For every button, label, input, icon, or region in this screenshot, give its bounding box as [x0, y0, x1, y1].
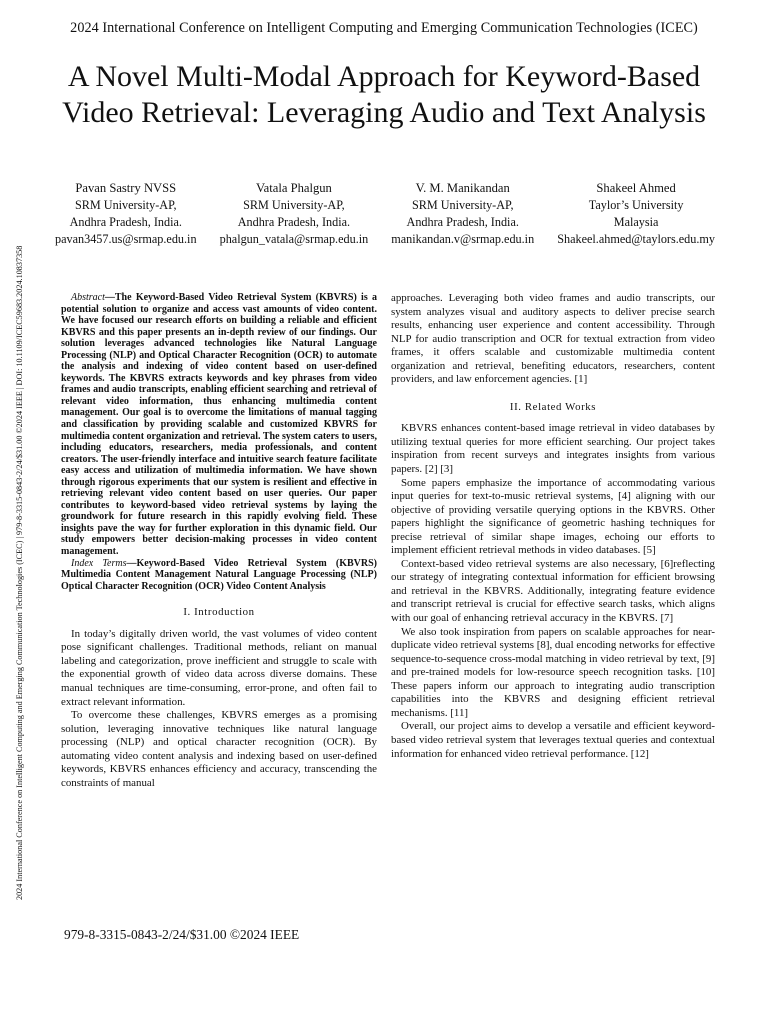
author-3 [391, 180, 534, 248]
author-location: Andhra Pradesh, India. [237, 215, 351, 229]
related-paragraph-3: Context-based video retrieval systems are also necessary, [6]reflecting our strategy of integrating contextual information for efficient browsing and retrieval in the KBVRS. Additionally, integrating feature evidence and transcript retrieval is crucial for effective search tasks, which aligns with our goal of enhancing retrieval accuracy in the KBVRS. [7] [391, 557, 715, 625]
author-block [55, 180, 715, 248]
author-1 [55, 180, 197, 248]
related-paragraph-4: We also took inspiration from papers on scalable approaches for near-duplicate video retrieval systems [8], dual encoding networks for effective sequence-to-sequence cross-modal matching in video retrieval by text, [9] and pre-trained models for low-resource speech recognition tasks. [10] These papers inform our approach to integrating audio transcription capabilities into the KBVRS and designing efficient retrieval mechanisms. [11] [391, 625, 715, 719]
index-terms-text: —Keyword-Based Video Retrieval System (KBVRS) Multimedia Content Management Natural Language Processing (NLP) Optical Character Recognition (OCR) Video Content Analysis [61, 557, 377, 592]
author-location: Malaysia [613, 215, 659, 229]
index-terms [61, 558, 377, 593]
related-paragraph-1: KBVRS enhances content-based image retrieval in video databases by utilizing textual queries for more efficient searching. Our project takes inspiration from recent surveys and integrates insights from various papers. [2] [3] [391, 422, 715, 476]
index-terms-label: Index Terms [71, 557, 127, 569]
section-heading-introduction: I. Introduction [183, 606, 255, 619]
author-affiliation: SRM University-AP, [243, 198, 345, 212]
section-heading-related-works: II. Related Works [509, 400, 597, 413]
author-name: Shakeel Ahmed [596, 181, 676, 195]
author-email: pavan3457.us@srmap.edu.in [55, 232, 197, 246]
author-location: Andhra Pradesh, India. [406, 215, 519, 229]
author-name: Vatala Phalgun [255, 181, 332, 195]
side-doi-note: 2024 International Conference on Intelligent Computing and Emerging Communication Technologies (ICEC) | 979-8-3315-0843-2/24/$31.00 ©2024 IEEE | DOI: 10.1109/ICEC59683.2024.10837358 [15, 245, 24, 900]
intro-paragraph-1: In today’s digitally driven world, the vast volumes of video content pose significant challenges. Traditional methods, reliant on manual labeling and categorization, prove inefficient and struggle to scale with the exponential growth of video data across diverse domains. These manual techniques are time-consuming, error-prone, and often fail to extract relevant information. [61, 627, 377, 708]
paper-title: A Novel Multi-Modal Approach for Keyword-Based Video Retrieval: Leveraging Audio and Text Analysis [62, 60, 706, 129]
conference-header: 2024 International Conference on Intelligent Computing and Emerging Communication Technologies (ICEC) [70, 20, 698, 36]
author-4 [557, 180, 715, 248]
author-location: Andhra Pradesh, India. [69, 215, 182, 229]
right-column [391, 292, 715, 761]
abstract-label: Abstract [71, 292, 105, 303]
abstract-text: —The Keyword-Based Video Retrieval System (KBVRS) is a potential solution to organize and access vast amounts of video content. We have focused our research efforts on building a reliable and efficient KBVRS and this paper presents an in-depth review of our findings. Our solution leverages advanced technologies like Natural Language Processing (NLP) and Optical Character Recognition (OCR) to automate the analysis and indexing of video content based on user-defined keywords. The KBVRS extracts keywords and key phrases from video frames and audio transcripts, enabling efficient searching and retrieval of relevant video information, thus enhancing multimedia content management. Our goal is to overcome the limitations of manual tagging and classification by providing scalable and customized KBVRS for multimedia content organization and retrieval. The system caters to users, including educators, researchers, media professionals, and content creators. The user-friendly interface and intuitive search feature facilitate easy access and utilization of multimedia information. We have shown through rigorous experiments that our system is resilient and effective in retrieving relevant video content based on user queries. Our paper contributes to keyword-based video retrieval systems by laying the groundwork for future research in this rapidly evolving field. These insights pave the way for further exploration in this dynamic field. Our study empowers better decision-making processes in video content management. [61, 292, 377, 558]
author-email: Shakeel.ahmed@taylors.edu.my [557, 232, 715, 246]
intro-paragraph-2-continued: approaches. Leveraging both video frames and audio transcripts, our system analyzes visual and auditory aspects to deliver precise search results, enhancing user experience and content accessibility. Through NLP for audio transcription and OCR for textual extraction from video frames, it offers scalable and customizable multimedia content organization and retrieval, benefiting educators, researchers, content providers, and law enforcement agencies. [1] [391, 292, 715, 386]
intro-paragraph-2: To overcome these challenges, KBVRS emerges as a promising solution, leveraging innovative techniques like natural language processing (NLP) and optical character recognition (OCR). By automating video content analysis and indexing based on user-defined keywords, KBVRS enhances efficiency and accuracy, transcending the constraints of manual [61, 709, 377, 789]
left-column [61, 292, 377, 790]
author-name: Pavan Sastry NVSS [75, 181, 177, 195]
author-affiliation: Taylor’s University [588, 198, 684, 212]
related-paragraph-5: Overall, our project aims to develop a versatile and efficient keyword-based video retrieval system that leverages textual queries and contextual information for enhanced video retrieval performance. [12] [391, 720, 715, 760]
abstract [61, 292, 377, 558]
author-email: phalgun_vatala@srmap.edu.in [219, 232, 369, 246]
author-affiliation: SRM University-AP, [411, 198, 514, 212]
author-email: manikandan.v@srmap.edu.in [391, 232, 535, 246]
author-affiliation: SRM University-AP, [74, 198, 177, 212]
related-paragraph-2: Some papers emphasize the importance of accommodating various input queries for text-to-music retrieval systems, [4] aligning with our objective of providing versatile querying options in the KBVRS. Other papers highlight the significance of geometric hashing techniques for precise retrieval of similar shape images, echoing our efforts to implement efficient retrieval methods in video databases. [5] [391, 476, 715, 557]
author-name: V. M. Manikandan [415, 181, 510, 195]
author-2 [220, 180, 369, 248]
footer-copyright: 979-8-3315-0843-2/24/$31.00 ©2024 IEEE [64, 927, 300, 942]
